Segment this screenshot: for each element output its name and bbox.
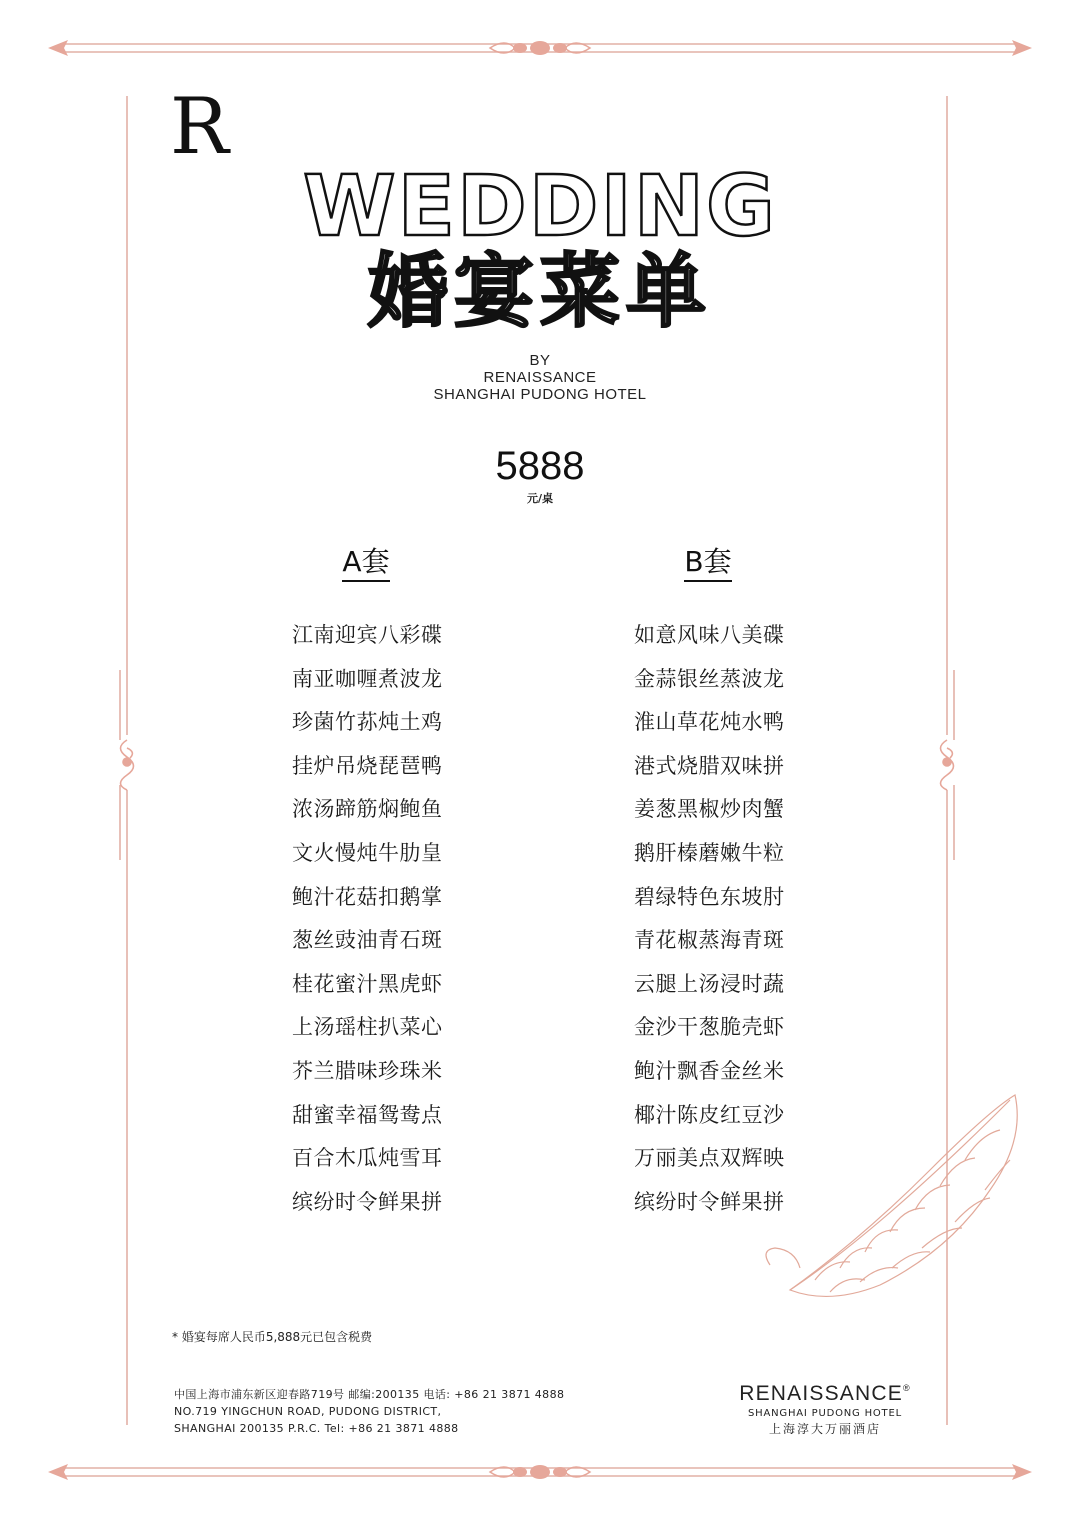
list-item: 云腿上汤浸时蔬 — [634, 971, 785, 996]
set-a-heading — [266, 544, 466, 580]
list-item: 鲍汁花菇扣鹅掌 — [292, 884, 443, 909]
byline — [0, 352, 1080, 403]
list-item: 缤纷时令鲜果拼 — [292, 1189, 443, 1214]
list-item: 金蒜银丝蒸波龙 — [634, 666, 785, 691]
brand-name-cn: 上海淳大万丽酒店 — [768, 1422, 881, 1436]
list-item: 淮山草花炖水鸭 — [634, 710, 785, 735]
set-a-title: A套 — [342, 545, 389, 582]
list-item: 港式烧腊双味拼 — [634, 753, 785, 778]
list-item: 芥兰腊味珍珠米 — [292, 1058, 443, 1083]
brand-name — [700, 1376, 950, 1406]
ornament-top — [48, 40, 1032, 56]
byline-by: BY — [529, 352, 551, 369]
brand-logo-block — [700, 1376, 950, 1437]
ornament-side-right — [941, 740, 954, 790]
price-unit: 元/桌 — [526, 492, 554, 505]
set-b-title: B套 — [684, 545, 731, 582]
list-item: 葱丝豉油青石斑 — [292, 928, 443, 953]
list-item: 碧绿特色东坡肘 — [634, 884, 785, 909]
title-wedding-menu-cn: 婚宴菜单 — [368, 245, 712, 338]
title-wedding: WEDDING — [303, 157, 777, 255]
ornament-bottom — [48, 1464, 1032, 1480]
address-en-line2: SHANGHAI 200135 P.R.C. Tel: +86 21 3871 4888 — [174, 1422, 459, 1435]
list-item: 南亚咖喱煮波龙 — [292, 666, 443, 691]
price-value: 5888 — [495, 444, 585, 488]
set-b-heading — [608, 544, 808, 580]
list-item: 江南迎宾八彩碟 — [292, 623, 443, 647]
list-item: 鹅肝榛蘑嫩牛粒 — [634, 840, 785, 865]
address-en-line1: NO.719 YINGCHUN ROAD, PUDONG DISTRICT, — [174, 1405, 442, 1418]
list-item: 姜葱黑椒炒肉蟹 — [634, 797, 785, 822]
list-item: 金沙干葱脆壳虾 — [634, 1015, 785, 1040]
list-item: 上汤瑶柱扒菜心 — [292, 1015, 443, 1040]
list-item: 鲍汁飘香金丝米 — [634, 1058, 785, 1083]
list-item: 挂炉吊烧琵琶鸭 — [292, 753, 443, 778]
ornament-side-left — [121, 740, 134, 790]
registered-mark: ® — [902, 1383, 911, 1393]
list-item: 青花椒蒸海青斑 — [634, 928, 785, 953]
list-item: 百合木瓜炖雪耳 — [292, 1146, 443, 1171]
set-b-dish-list — [634, 618, 894, 1228]
list-item: 如意风味八美碟 — [634, 623, 785, 647]
hotel-address — [174, 1386, 564, 1437]
byline-line1: RENAISSANCE — [483, 369, 597, 386]
brand-name-text: RENAISSANCE — [739, 1382, 903, 1405]
list-item: 椰汁陈皮红豆沙 — [634, 1102, 785, 1127]
set-a-dish-list — [292, 618, 552, 1228]
brand-subtitle: SHANGHAI PUDONG HOTEL — [748, 1408, 902, 1419]
list-item: 珍菌竹荪炖土鸡 — [292, 710, 443, 735]
renaissance-r-logo: R — [170, 82, 227, 172]
address-cn: 中国上海市浦东新区迎春路719号 邮编:200135 电话: +86 21 3871 4888 — [174, 1388, 565, 1401]
list-item: 万丽美点双辉映 — [634, 1146, 785, 1171]
list-item: 桂花蜜汁黑虎虾 — [292, 971, 443, 996]
list-item: 缤纷时令鲜果拼 — [634, 1189, 785, 1214]
list-item: 甜蜜幸福鸳鸯点 — [292, 1102, 443, 1127]
list-item: 文火慢炖牛肋皇 — [292, 840, 443, 865]
byline-line2: SHANGHAI PUDONG HOTEL — [433, 386, 647, 403]
list-item: 浓汤蹄筋焖鲍鱼 — [292, 797, 443, 822]
tax-note: * 婚宴每席人民币5,888元已包含税费 — [172, 1330, 373, 1344]
